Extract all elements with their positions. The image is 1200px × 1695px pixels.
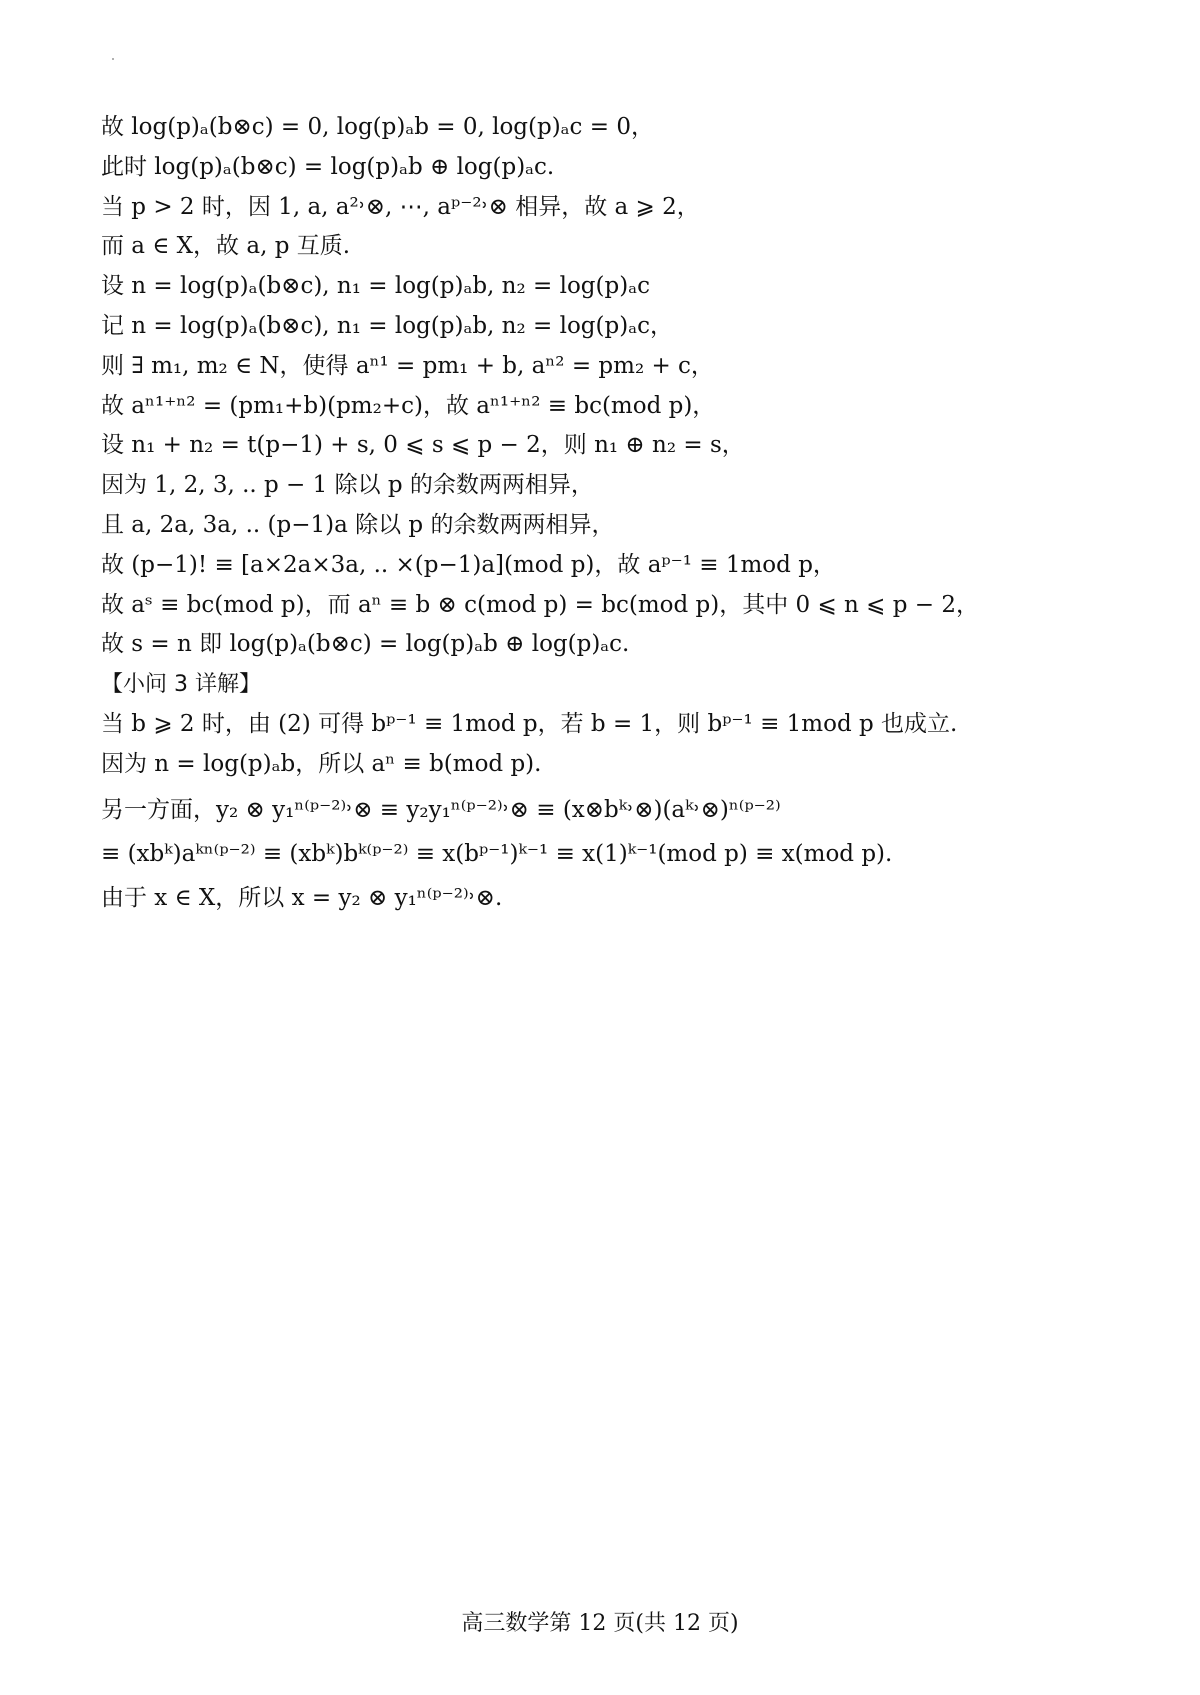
solution-line: 而 a ∈ X，故 a, p 互质.	[101, 233, 351, 260]
solution-line: 当 p > 2 时，因 1, a, a²˒⊗, ⋯, aᵖ⁻²˒⊗ 相异，故 a ⩾ 2，	[101, 193, 700, 220]
page-footer: 高三数学第 12 页(共 12 页)	[461, 1611, 739, 1636]
solution-line: 因为 n = log(p)ₐb，所以 aⁿ ≡ b(mod p).	[101, 750, 542, 777]
solution-body	[101, 108, 1141, 917]
section-heading: 【小问 3 详解】	[101, 672, 261, 698]
solution-line: 另一方面，y₂ ⊗ y₁ⁿ⁽ᵖ⁻²⁾˒⊗ ≡ y₂y₁ⁿ⁽ᵖ⁻²⁾˒⊗ ≡ (x⊗bᵏ˒⊗)(aᵏ˒⊗)ⁿ⁽ᵖ⁻²⁾	[101, 796, 781, 823]
solution-line: 故 log(p)ₐ(b⊗c) = 0, log(p)ₐb = 0, log(p)ₐc = 0，	[101, 114, 654, 140]
solution-line: 故 (p−1)! ≡ [a×2a×3a, .. ×(p−1)a](mod p)，故 aᵖ⁻¹ ≡ 1mod p，	[101, 551, 836, 578]
solution-line: 当 b ⩾ 2 时，由 (2) 可得 bᵖ⁻¹ ≡ 1mod p，若 b = 1，则 bᵖ⁻¹ ≡ 1mod p 也成立.	[101, 710, 958, 737]
solution-line: 且 a, 2a, 3a, .. (p−1)a 除以 p 的余数两两相异，	[101, 511, 615, 538]
solution-line: 设 n₁ + n₂ = t(p−1) + s, 0 ⩽ s ⩽ p − 2，则 n₁ ⊕ n₂ = s，	[101, 432, 745, 459]
solution-line: 则 ∃ m₁, m₂ ∈ N，使得 aⁿ¹ = pm₁ + b, aⁿ² = pm₂ + c，	[101, 352, 714, 379]
solution-line: 由于 x ∈ X，所以 x = y₂ ⊗ y₁ⁿ⁽ᵖ⁻²⁾˒⊗.	[101, 884, 503, 911]
solution-line: 记 n = log(p)ₐ(b⊗c), n₁ = log(p)ₐb, n₂ = log(p)ₐc，	[101, 312, 673, 339]
solution-line: 此时 log(p)ₐ(b⊗c) = log(p)ₐb ⊕ log(p)ₐc.	[101, 153, 555, 180]
solution-line: 因为 1, 2, 3, .. p − 1 除以 p 的余数两两相异，	[101, 472, 594, 499]
solution-line: 故 aⁿ¹⁺ⁿ² = (pm₁+b)(pm₂+c)，故 aⁿ¹⁺ⁿ² ≡ bc(mod p)，	[101, 392, 716, 419]
solution-line: ≡ (xbᵏ)aᵏⁿ⁽ᵖ⁻²⁾ ≡ (xbᵏ)bᵏ⁽ᵖ⁻²⁾ ≡ x(bᵖ⁻¹)ᵏ⁻¹ ≡ x(1)ᵏ⁻¹(mod p) ≡ x(mod p).	[101, 840, 893, 867]
solution-line: 故 s = n 即 log(p)ₐ(b⊗c) = log(p)ₐb ⊕ log(p)ₐc.	[101, 631, 630, 658]
solution-line: 故 aˢ ≡ bc(mod p)，而 aⁿ ≡ b ⊗ c(mod p) = bc(mod p)，其中 0 ⩽ n ⩽ p − 2，	[101, 591, 980, 618]
page-mark	[112, 58, 114, 60]
solution-line: 设 n = log(p)ₐ(b⊗c), n₁ = log(p)ₐb, n₂ = log(p)ₐc	[101, 273, 650, 300]
